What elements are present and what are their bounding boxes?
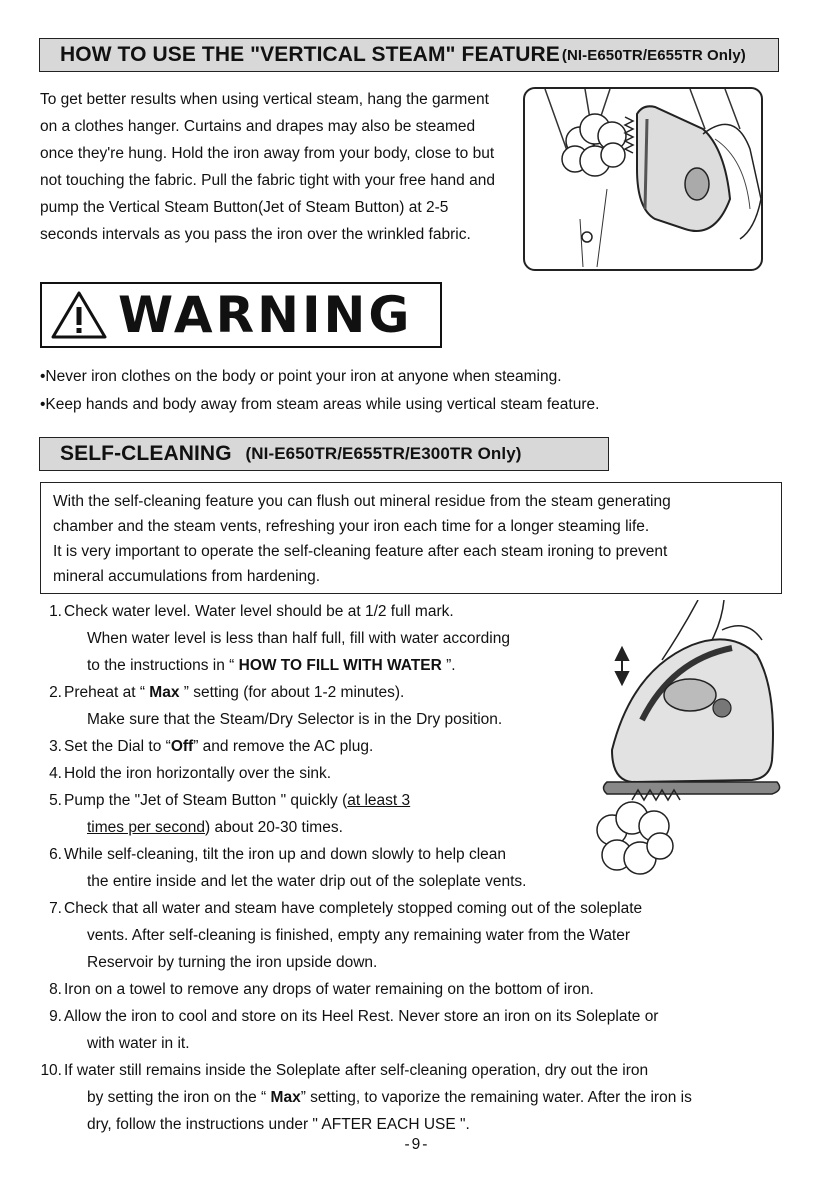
vertical-steam-text: To get better results when using vertical steam, hang the garment on a clothes hanger. Curtains and drapes may also be steamed once they're hung. Hold the iron away from your body, close to but not touching the fabric. Pull the fabric tight with your free hand and pump the Vertical Steam Button(Jet of Steam Button) at 2-5 seconds intervals as you pass the iron over the wrinkled fabric. (40, 91, 495, 243)
step-number: 5. (49, 792, 62, 809)
step-7 (40, 895, 785, 976)
step-emphasis: Max (149, 684, 180, 701)
step-text: ” setting, to vaporize the remaining water. After the iron is (300, 1089, 692, 1106)
self-cleaning-heading (39, 437, 609, 471)
warning-list (40, 363, 599, 419)
step-text: Iron on a towel to remove any drops of water remaining on the bottom of iron. (64, 981, 594, 998)
step-number: 8. (49, 981, 62, 998)
step-number: 3. (49, 738, 62, 755)
step-text: dry, follow the instructions under " AFTER EACH USE ". (87, 1116, 470, 1133)
vertical-steam-heading-text: HOW TO USE THE "VERTICAL STEAM" FEATURE (60, 43, 560, 66)
step-text: Hold the iron horizontally over the sink. (64, 765, 332, 782)
step-8 (40, 976, 785, 1003)
vertical-steam-heading-models: (NI-E650TR/E655TR Only) (561, 46, 746, 64)
warning-item: •Never iron clothes on the body or point your iron at anyone when steaming. (40, 368, 562, 385)
step-number: 4. (49, 765, 62, 782)
step-number: 6. (49, 846, 62, 863)
step-number: 9. (49, 1008, 62, 1025)
step-emphasis: Off (170, 738, 194, 755)
self-cleaning-heading-text: SELF-CLEANING (60, 442, 232, 465)
page-number: -9- (404, 1136, 430, 1153)
step-text: If water still remains inside the Soleplate after self-cleaning operation, dry out the iron (64, 1062, 649, 1079)
step-10 (34, 1057, 785, 1138)
step-text: with water in it. (87, 1035, 190, 1052)
self-cleaning-heading-models: (NI-E650TR/E655TR/E300TR Only) (245, 444, 522, 463)
step-9 (40, 1003, 785, 1057)
step-text: Check that all water and steam have completely stopped coming out of the soleplate (64, 900, 643, 917)
warning-title: WARNING (118, 286, 413, 344)
step-number: 2. (49, 684, 62, 701)
step-text: ” setting (for about 1-2 minutes). (179, 684, 405, 701)
step-text: ” and remove the AC plug. (193, 738, 374, 755)
step-text: by setting the iron on the “ (87, 1089, 271, 1106)
warning-triangle-icon (50, 290, 108, 340)
step-text: Pump the "Jet of Steam Button " quickly ( (64, 792, 348, 809)
step-text: vents. After self-cleaning is finished, empty any remaining water from the Water (87, 927, 631, 944)
step-text: Set the Dial to “ (64, 738, 171, 755)
step-text: Allow the iron to cool and store on its Heel Rest. Never store an iron on its Soleplate or (64, 1008, 659, 1025)
step-underline: times per second (87, 819, 206, 836)
step-text: ”. (441, 657, 456, 674)
step-underline: at least 3 (347, 792, 411, 809)
step-text: to the instructions in “ (87, 657, 239, 674)
self-cleaning-intro (40, 482, 782, 594)
step-number: 10. (40, 1062, 62, 1079)
step-emphasis: HOW TO FILL WITH WATER (238, 657, 442, 674)
step-emphasis: Max (270, 1089, 301, 1106)
step-text: the entire inside and let the water drip out of the soleplate vents. (87, 873, 527, 890)
warning-box (40, 282, 442, 348)
vertical-steam-heading (39, 38, 779, 72)
step-text: ) about 20-30 times. (205, 819, 343, 836)
step-text: When water level is less than half full, fill with water according (87, 630, 510, 647)
self-cleaning-iron-illustration (572, 600, 784, 900)
step-text: While self-cleaning, tilt the iron up and down slowly to help clean (64, 846, 506, 863)
step-text (64, 1084, 785, 1111)
step-text: Preheat at “ (64, 684, 150, 701)
warning-item: •Keep hands and body away from steam areas while using vertical steam feature. (40, 396, 600, 413)
vertical-steam-illustration (523, 87, 763, 271)
step-number: 1. (49, 603, 62, 620)
step-text: Check water level. Water level should be at 1/2 full mark. (64, 603, 454, 620)
intro-line: With the self-cleaning feature you can flush out mineral residue from the steam generating (53, 493, 671, 510)
intro-line: It is very important to operate the self-cleaning feature after each steam ironing to prevent (53, 543, 668, 560)
intro-line: mineral accumulations from hardening. (53, 568, 321, 585)
step-number: 7. (49, 900, 62, 917)
step-text: Make sure that the Steam/Dry Selector is in the Dry position. (87, 711, 503, 728)
intro-line: chamber and the steam vents, refreshing your iron each time for a longer steaming life. (53, 518, 650, 535)
step-text: Reservoir by turning the iron upside down. (87, 954, 378, 971)
